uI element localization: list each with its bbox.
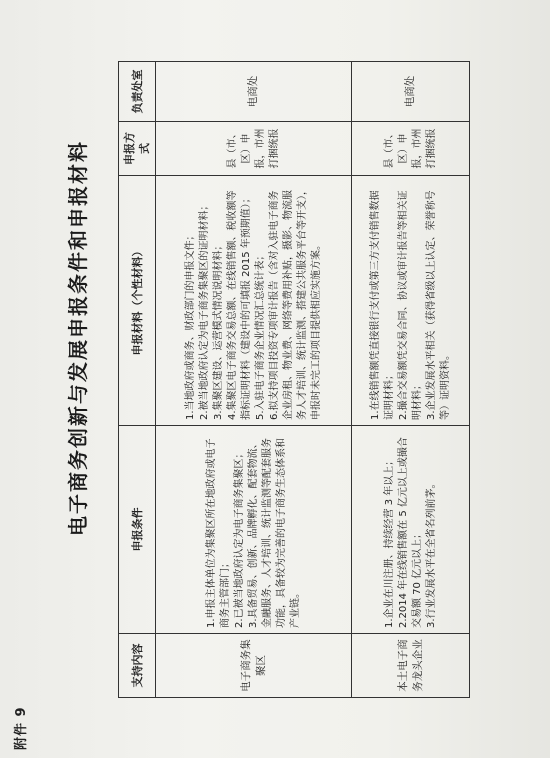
table-header-row <box>119 62 156 698</box>
row-dept: 电商处 <box>352 62 470 122</box>
attachment-label: 附件 9 <box>14 706 29 750</box>
header-method: 申报方式 <box>119 122 156 176</box>
header-conditions: 申报条件 <box>119 426 156 634</box>
row-conditions: 1.申报主体单位为集聚区所在地政府或电子商务主管部门； 2.已被当地政府认定为电子商务集聚区； 3.具备贸易、创新、品牌孵化、配套物流、金融服务、人才培训、统计监测等配套服务功能，具备较为完善的电子商务生态体系和产业链。 <box>156 426 352 634</box>
row-method: 县（市、区）申报，市州打捆统报 <box>352 122 470 176</box>
table-row <box>352 62 470 698</box>
header-materials: 申报材料（个性材料） <box>119 176 156 426</box>
header-support-content: 支持内容 <box>119 634 156 698</box>
row-support-content: 本土电子商务龙头企业 <box>352 634 470 698</box>
header-dept: 负责处室 <box>119 62 156 122</box>
row-method: 县（市、区）申报，市州打捆统报 <box>156 122 352 176</box>
row-materials: 1.当地政府或商务、财政部门的申报文件； 2.被当地政府认定为电子商务集聚区的证明材料； 3.集聚区建设、运营模式情况说明材料； 4.集聚区电子商务交易总额、在线销售额、税收额等指标证明材料（建设中的可填报 2015 年预期值）； 5.入驻电子商务企业情况汇总统计表； 6.拟支持项目投资专项审计报告（含对入驻电子商务企业房租、物业费、网络等费用补贴，摄影、物流服务人才培训、统计监测、搭建公共服务平台等开支），申报时未完工的项目提供相应实施方案。 <box>156 176 352 426</box>
row-support-content: 电子商务集聚区 <box>156 634 352 698</box>
requirements-table <box>118 61 470 698</box>
row-conditions: 1.企业在川注册、持续经营 3 年以上； 2.2014 年在线销售额在 5 亿元以上或撮合交易额 70 亿元以上； 3.行业发展水平在全省名列前茅。 <box>352 426 470 634</box>
row-dept: 电商处 <box>156 62 352 122</box>
table-row <box>156 62 352 698</box>
document-title: 电子商务创新与发展申报条件和申报材料 <box>66 140 90 536</box>
row-materials: 1.在线销售额凭直接银行支付或第三方支付销售数据证明材料； 2.撮合交易额凭交易合同、协议或审计报告等相关证明材料； 3.企业发展水平相关（获得省级以上认定、荣誉称号等）证明资料。 <box>352 176 470 426</box>
